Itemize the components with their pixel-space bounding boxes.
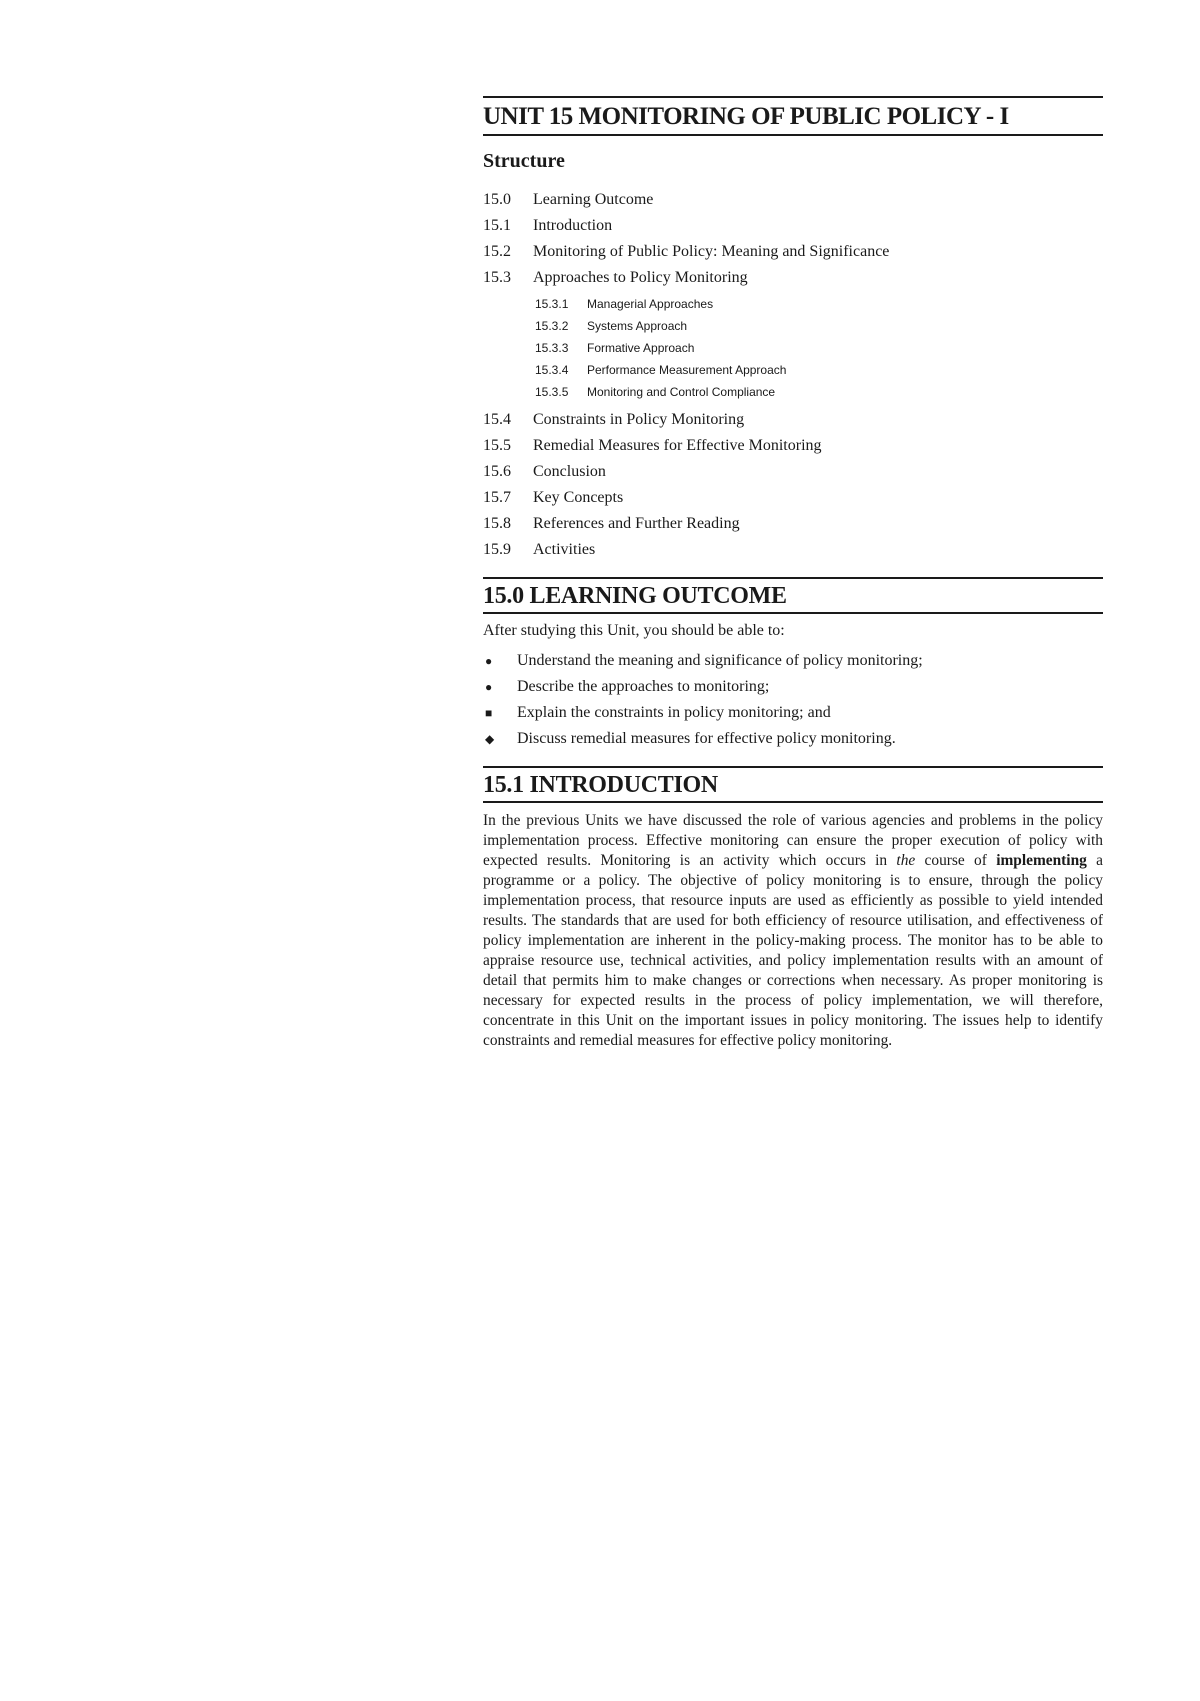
outcome-text: Understand the meaning and significance of policy monitoring;: [517, 652, 923, 669]
learning-outcome-list: [483, 648, 1103, 752]
toc-sub-number: 15.3.3: [535, 341, 569, 355]
toc-label: Approaches to Policy Monitoring: [533, 269, 748, 286]
toc-sub-label: Performance Measurement Approach: [587, 363, 787, 377]
toc-number: 15.7: [483, 489, 511, 506]
toc-sub-item: [535, 359, 1103, 381]
learning-outcome-intro: After studying this Unit, you should be able to:: [483, 622, 785, 639]
bullet-icon: ●: [485, 680, 493, 694]
outcome-text: Explain the constraints in policy monitoring; and: [517, 704, 831, 721]
toc-sub-number: 15.3.2: [535, 319, 569, 333]
toc-sub-label: Systems Approach: [587, 319, 688, 333]
toc-number: 15.0: [483, 191, 511, 208]
outcome-item: [483, 700, 1103, 726]
bullet-icon: ◆: [485, 732, 495, 746]
outcome-text: Discuss remedial measures for effective policy monitoring.: [517, 730, 896, 747]
outcome-text: Describe the approaches to monitoring;: [517, 678, 770, 695]
toc-item: [483, 213, 1103, 239]
toc-sub-number: 15.3.1: [535, 297, 569, 311]
unit-title: UNIT 15 MONITORING OF PUBLIC POLICY - I: [483, 102, 1103, 136]
top-rule: [483, 96, 1103, 98]
introduction-heading: 15.1 INTRODUCTION: [483, 766, 1103, 803]
toc-label: Activities: [533, 541, 596, 558]
toc-sub-label: Monitoring and Control Compliance: [587, 385, 776, 399]
toc-label: Constraints in Policy Monitoring: [533, 411, 745, 428]
toc-item: [483, 485, 1103, 511]
toc-item: [483, 187, 1103, 213]
toc-sub-item: [535, 337, 1103, 359]
toc-sub-label: Formative Approach: [587, 341, 695, 355]
toc-label: Conclusion: [533, 463, 606, 480]
toc-sub-item: [535, 293, 1103, 315]
learning-outcome-heading: 15.0 LEARNING OUTCOME: [483, 577, 1103, 614]
toc-number: 15.1: [483, 217, 511, 234]
bullet-icon: ●: [485, 654, 493, 668]
toc-label: Learning Outcome: [533, 191, 654, 208]
outcome-item: [483, 674, 1103, 700]
toc-number: 15.2: [483, 243, 511, 260]
document-page: [483, 96, 1103, 1051]
intro-bold-word: implementing: [996, 852, 1087, 869]
toc-sub-label: Managerial Approaches: [587, 297, 714, 311]
intro-text-part-3: a programme or a policy. The objective of policy monitoring is to ensure, through the policy implementation process, that resource inputs are used as efficiently as possible to yield intended results. The standards that are used for both efficiency of resource utilisation, and effectiveness of policy implementation are inherent in the policy-making process. The monitor has to be able to appraise resource use, technical activities, and policy implementation results with an amount of detail that permits him to make changes or corrections when necessary. As proper monitoring is necessary for expected results in the process of policy implementation, we will therefore, concentrate in this Unit on the important issues in policy monitoring. The issues help to identify constraints and remedial measures for effective policy monitoring.: [483, 852, 1103, 1049]
toc-label: Introduction: [533, 217, 613, 234]
toc-subsection-group: [483, 293, 1103, 403]
toc-item: [483, 537, 1103, 563]
intro-text-part-2: course of: [915, 852, 997, 869]
toc-number: 15.9: [483, 541, 511, 558]
bullet-icon: ■: [485, 706, 493, 720]
toc-number: 15.3: [483, 269, 511, 286]
toc-label: Monitoring of Public Policy: Meaning and Significance: [533, 243, 890, 260]
intro-text-part-1: In the previous Units we have discussed the role of various agencies and problems in the policy implementation process. Effective monitoring can ensure the proper execution of policy with expected results. Monitoring is an activity which occurs in: [483, 812, 1103, 869]
toc-number: 15.8: [483, 515, 511, 532]
toc-item: [483, 511, 1103, 537]
toc-sublist: [535, 293, 1103, 403]
toc-sub-number: 15.3.4: [535, 363, 569, 377]
toc-item: [483, 459, 1103, 485]
toc-number: 15.4: [483, 411, 511, 428]
toc-label: References and Further Reading: [533, 515, 740, 532]
intro-italic-word: the: [896, 852, 916, 869]
toc-item: [483, 433, 1103, 459]
introduction-paragraph: [483, 811, 1103, 1051]
toc-label: Key Concepts: [533, 489, 624, 506]
toc-item: [483, 265, 1103, 291]
outcome-item: [483, 648, 1103, 674]
outcome-item: [483, 726, 1103, 752]
toc-number: 15.5: [483, 437, 511, 454]
toc-label: Remedial Measures for Effective Monitoring: [533, 437, 822, 454]
toc-sub-item: [535, 381, 1103, 403]
toc-item: [483, 407, 1103, 433]
table-of-contents: [483, 187, 1103, 563]
toc-sub-number: 15.3.5: [535, 385, 569, 399]
toc-sub-item: [535, 315, 1103, 337]
toc-item: [483, 239, 1103, 265]
toc-number: 15.6: [483, 463, 511, 480]
structure-heading: Structure: [483, 150, 565, 172]
